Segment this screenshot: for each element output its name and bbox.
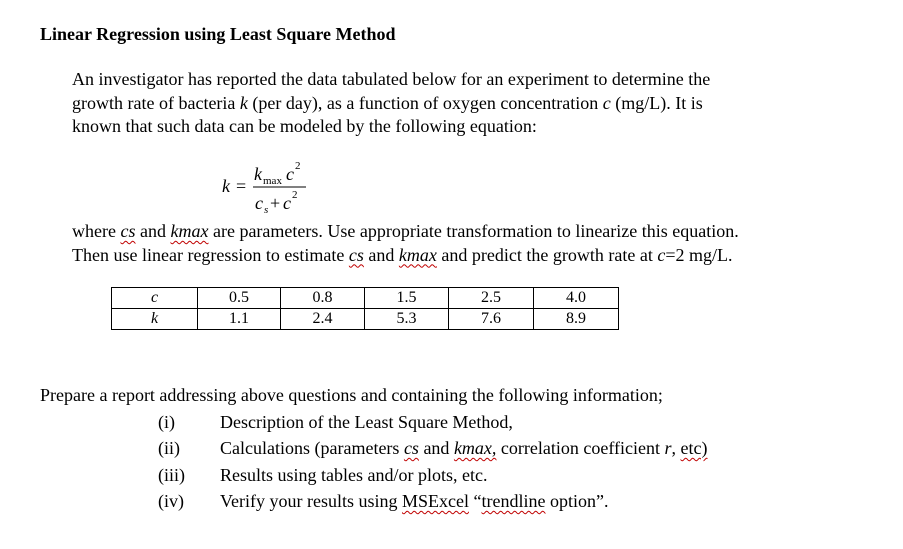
- equation: [222, 160, 342, 220]
- list-item: [220, 491, 608, 512]
- eq-num-max: max: [263, 175, 282, 187]
- where-text: are parameters. Use appropriate transformation to linearize this equation.: [208, 221, 739, 241]
- where-text: and: [135, 221, 171, 241]
- table-cell: 0.8: [281, 288, 365, 309]
- eq-den-s: s: [264, 204, 269, 216]
- item-text: ,: [671, 438, 681, 458]
- intro-paragraph: [72, 68, 710, 139]
- eq-num-sq: 2: [295, 160, 301, 172]
- table-cell: 4.0: [534, 288, 619, 309]
- report-intro: Prepare a report addressing above questions and containing the following information;: [40, 385, 663, 405]
- item-text: “: [468, 491, 482, 511]
- item-text: Calculations (parameters: [220, 438, 404, 458]
- where-line-1: [72, 220, 739, 244]
- table-cell: 1.1: [198, 309, 281, 330]
- list-number: (i): [158, 412, 175, 432]
- param-kmax: kmax: [170, 221, 209, 241]
- intro-line-3: known that such data can be modeled by the following equation:: [72, 116, 537, 136]
- where-text: =2 mg/L.: [665, 244, 733, 265]
- data-table: [111, 287, 619, 330]
- list-item: [220, 438, 708, 459]
- list-number: (iv): [158, 491, 184, 511]
- item-etc: etc): [680, 438, 708, 458]
- page-title: Linear Regression using Least Square Method: [40, 24, 396, 44]
- where-text: where: [72, 221, 121, 241]
- table-cell: 5.3: [365, 309, 449, 330]
- where-text: and: [363, 244, 399, 265]
- where-text: and predict the growth rate at: [436, 244, 658, 265]
- eq-lhs: k: [222, 176, 230, 196]
- list-item: Results using tables and/or plots, etc.: [220, 465, 488, 485]
- var-r: r: [664, 438, 672, 458]
- table-row: [112, 288, 619, 309]
- var-c: c: [657, 244, 666, 265]
- item-text: correlation coefficient: [496, 438, 665, 458]
- item-text: option”.: [545, 491, 609, 511]
- param-kmax: kmax: [398, 244, 437, 265]
- var-c: c: [602, 92, 611, 113]
- table-cell: 8.9: [534, 309, 619, 330]
- item-text: and: [418, 438, 454, 458]
- eq-den-c: c: [255, 193, 263, 213]
- intro-text: growth rate of bacteria: [72, 92, 240, 113]
- table-cell: 0.5: [198, 288, 281, 309]
- table-cell: 7.6: [449, 309, 534, 330]
- eq-den-c2: c: [283, 193, 291, 213]
- list-item: Description of the Least Square Method,: [220, 412, 513, 432]
- param-cs: cs: [348, 244, 364, 265]
- eq-equals: =: [236, 176, 247, 196]
- param-cs: cs: [120, 221, 136, 241]
- intro-line-2: [72, 92, 710, 116]
- intro-line-1: An investigator has reported the data tabulated below for an experiment to determine the: [72, 69, 711, 89]
- list-number: (iii): [158, 465, 185, 485]
- table-row: [112, 309, 619, 330]
- where-line-2: [72, 244, 739, 268]
- row-label: k: [112, 309, 198, 330]
- list-number: (ii): [158, 438, 180, 458]
- eq-den-sq: 2: [292, 189, 298, 201]
- intro-text: (per day), as a function of oxygen concentration: [247, 92, 603, 113]
- param-cs: cs: [403, 438, 419, 458]
- table-cell: 1.5: [365, 288, 449, 309]
- item-trendline: trendline: [481, 491, 546, 511]
- eq-den-plus: +: [270, 193, 281, 213]
- var-k: k: [239, 92, 248, 113]
- where-text: Then use linear regression to estimate: [72, 244, 349, 265]
- item-msexcel: MSExcel: [401, 491, 469, 511]
- eq-num-k: k: [254, 164, 262, 184]
- table-cell: 2.4: [281, 309, 365, 330]
- eq-num-c: c: [286, 164, 294, 184]
- table-cell: 2.5: [449, 288, 534, 309]
- intro-text: (mg/L). It is: [610, 92, 703, 113]
- param-kmax: kmax,: [453, 438, 497, 458]
- row-label: c: [112, 288, 198, 309]
- item-text: Verify your results using: [220, 491, 402, 511]
- where-paragraph: [72, 220, 739, 267]
